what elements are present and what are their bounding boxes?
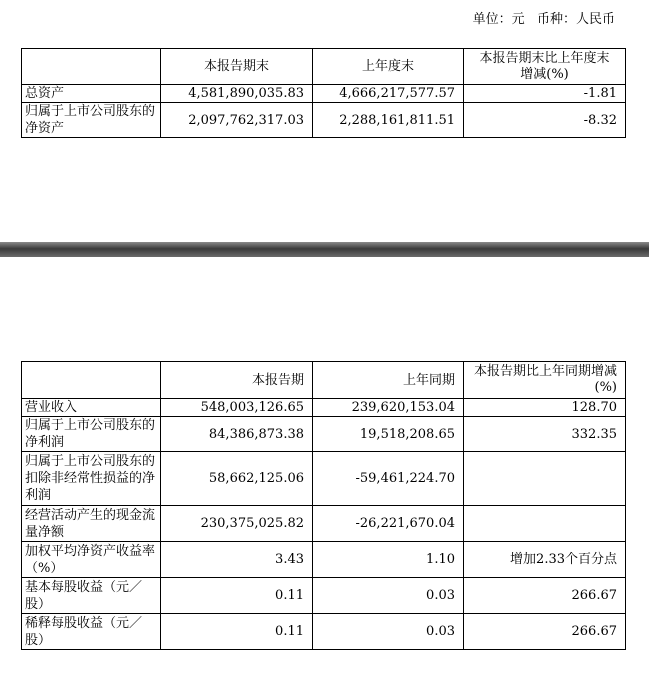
row-prior: -59,461,224.70 [313,452,464,506]
row-change: 266.67 [464,614,626,650]
table-row [22,417,626,452]
row-prior: 0.03 [313,578,464,614]
row-label: 归属于上市公司股东的净利润 [22,417,161,452]
header-label-cell [22,362,161,399]
table-row [22,85,626,103]
table-row [22,614,626,650]
table-row [22,452,626,506]
table-row [22,103,626,138]
row-label: 经营活动产生的现金流量净额 [22,506,161,542]
row-label: 归属于上市公司股东的扣除非经常性损益的净利润 [22,452,161,506]
row-label: 基本每股收益（元／股） [22,578,161,614]
row-prior: 0.03 [313,614,464,650]
header-current-period: 本报告期 [161,362,313,399]
row-current: 3.43 [161,542,313,578]
row-label: 加权平均净资产收益率（%） [22,542,161,578]
row-change: -1.81 [464,85,626,103]
row-current: 2,097,762,317.03 [161,103,313,138]
row-current: 84,386,873.38 [161,417,313,452]
row-change [464,506,626,542]
row-current: 58,662,125.06 [161,452,313,506]
row-prior: 19,518,208.65 [313,417,464,452]
table-row [22,542,626,578]
row-current: 0.11 [161,614,313,650]
row-prior: 4,666,217,577.57 [313,85,464,103]
row-change: -8.32 [464,103,626,138]
table-header-row [22,49,626,85]
header-change-percent [464,49,626,85]
row-prior: 2,288,161,811.51 [313,103,464,138]
header-current-period-end: 本报告期末 [161,49,313,85]
row-current: 0.11 [161,578,313,614]
table-row [22,506,626,542]
row-change [464,452,626,506]
row-label: 营业收入 [22,399,161,417]
row-prior: -26,221,670.04 [313,506,464,542]
page-divider-bar [0,242,649,257]
row-change: 332.35 [464,417,626,452]
table-row [22,399,626,417]
table-row [22,578,626,614]
row-label: 稀释每股收益（元／股） [22,614,161,650]
income-statement-table [21,361,626,650]
table-header-row [22,362,626,399]
header-prior-year-end: 上年度末 [313,49,464,85]
balance-sheet-table [21,48,626,138]
row-prior: 1.10 [313,542,464,578]
row-label: 总资产 [22,85,161,103]
unit-currency-line: 单位：元 币种：人民币 [472,12,615,27]
row-label: 归属于上市公司股东的净资产 [22,103,161,138]
row-current: 548,003,126.65 [161,399,313,417]
row-change: 增加2.33个百分点 [464,542,626,578]
header-prior-period: 上年同期 [313,362,464,399]
row-prior: 239,620,153.04 [313,399,464,417]
row-current: 4,581,890,035.83 [161,85,313,103]
header-change-text: 本报告期末比上年度末 增减(%) [479,50,610,82]
header-label-cell [22,49,161,85]
row-current: 230,375,025.82 [161,506,313,542]
header-change-percent: 本报告期比上年同期增减(%) [464,362,626,399]
row-change: 266.67 [464,578,626,614]
row-change: 128.70 [464,399,626,417]
